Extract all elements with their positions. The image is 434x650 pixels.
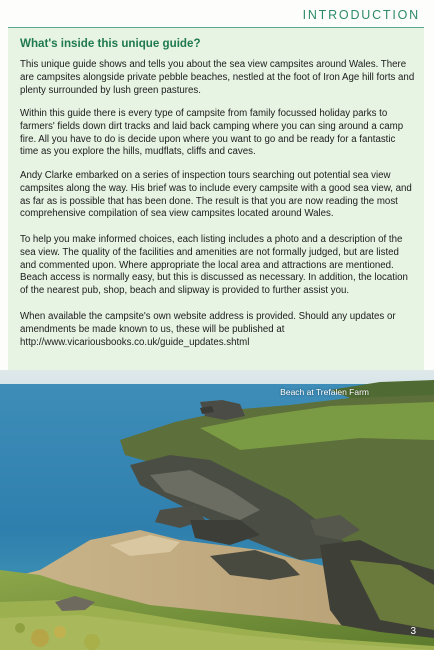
paragraph-website: When available the campsite's own website address is provided. Should any updates or amendments be made known to us, these will be published at http://www.vicariousbooks.co.uk/guide_updates.shtml xyxy=(20,311,396,348)
page-number: 3 xyxy=(410,626,416,637)
header-bar xyxy=(0,0,434,28)
paragraph-campsite-types: Within this guide there is every type of campsite from family focussed holiday parks to farmers' fields down dirt tracks and laid back camping where you can sing around a camp fire. All you have to do is decide upon where you want to go and be ready for a fantastic time as you explore the hills, mudflats, cliffs and caves. xyxy=(20,108,404,158)
paragraph-listings: To help you make informed choices, each listing includes a photo and a description of the sea view. The quality of the facilities and amenities are not formally judged, but are listed and commented upon. Where appropriate the local area and attractions are mentioned. Beach access is normally easy, but this is discussed as necessary. In addition, the location of the nearest pub, shop, beach and slipway is provided to further assist you. xyxy=(20,234,408,297)
box-title: What's inside this unique guide? xyxy=(20,37,201,50)
paragraph-intro: This unique guide shows and tells you about the sea view campsites around Wales. There are campsites alongside private pebble beaches, nestled at the foot of Iron Age hill forts and plenty surrounded by lush green pastures. xyxy=(20,59,415,96)
paragraph-author: Andy Clarke embarked on a series of inspection tours searching out potential sea view campsites along the way. His brief was to include every campsite with a good sea view, and as far as is possible that has been done. The result is that you are now reading the most comprehensive compilation of sea view campsites located around Wales. xyxy=(20,170,412,220)
coastal-photo xyxy=(0,370,434,650)
photo-caption: Beach at Trefalen Farm xyxy=(280,387,369,397)
section-title: INTRODUCTION xyxy=(302,8,420,22)
